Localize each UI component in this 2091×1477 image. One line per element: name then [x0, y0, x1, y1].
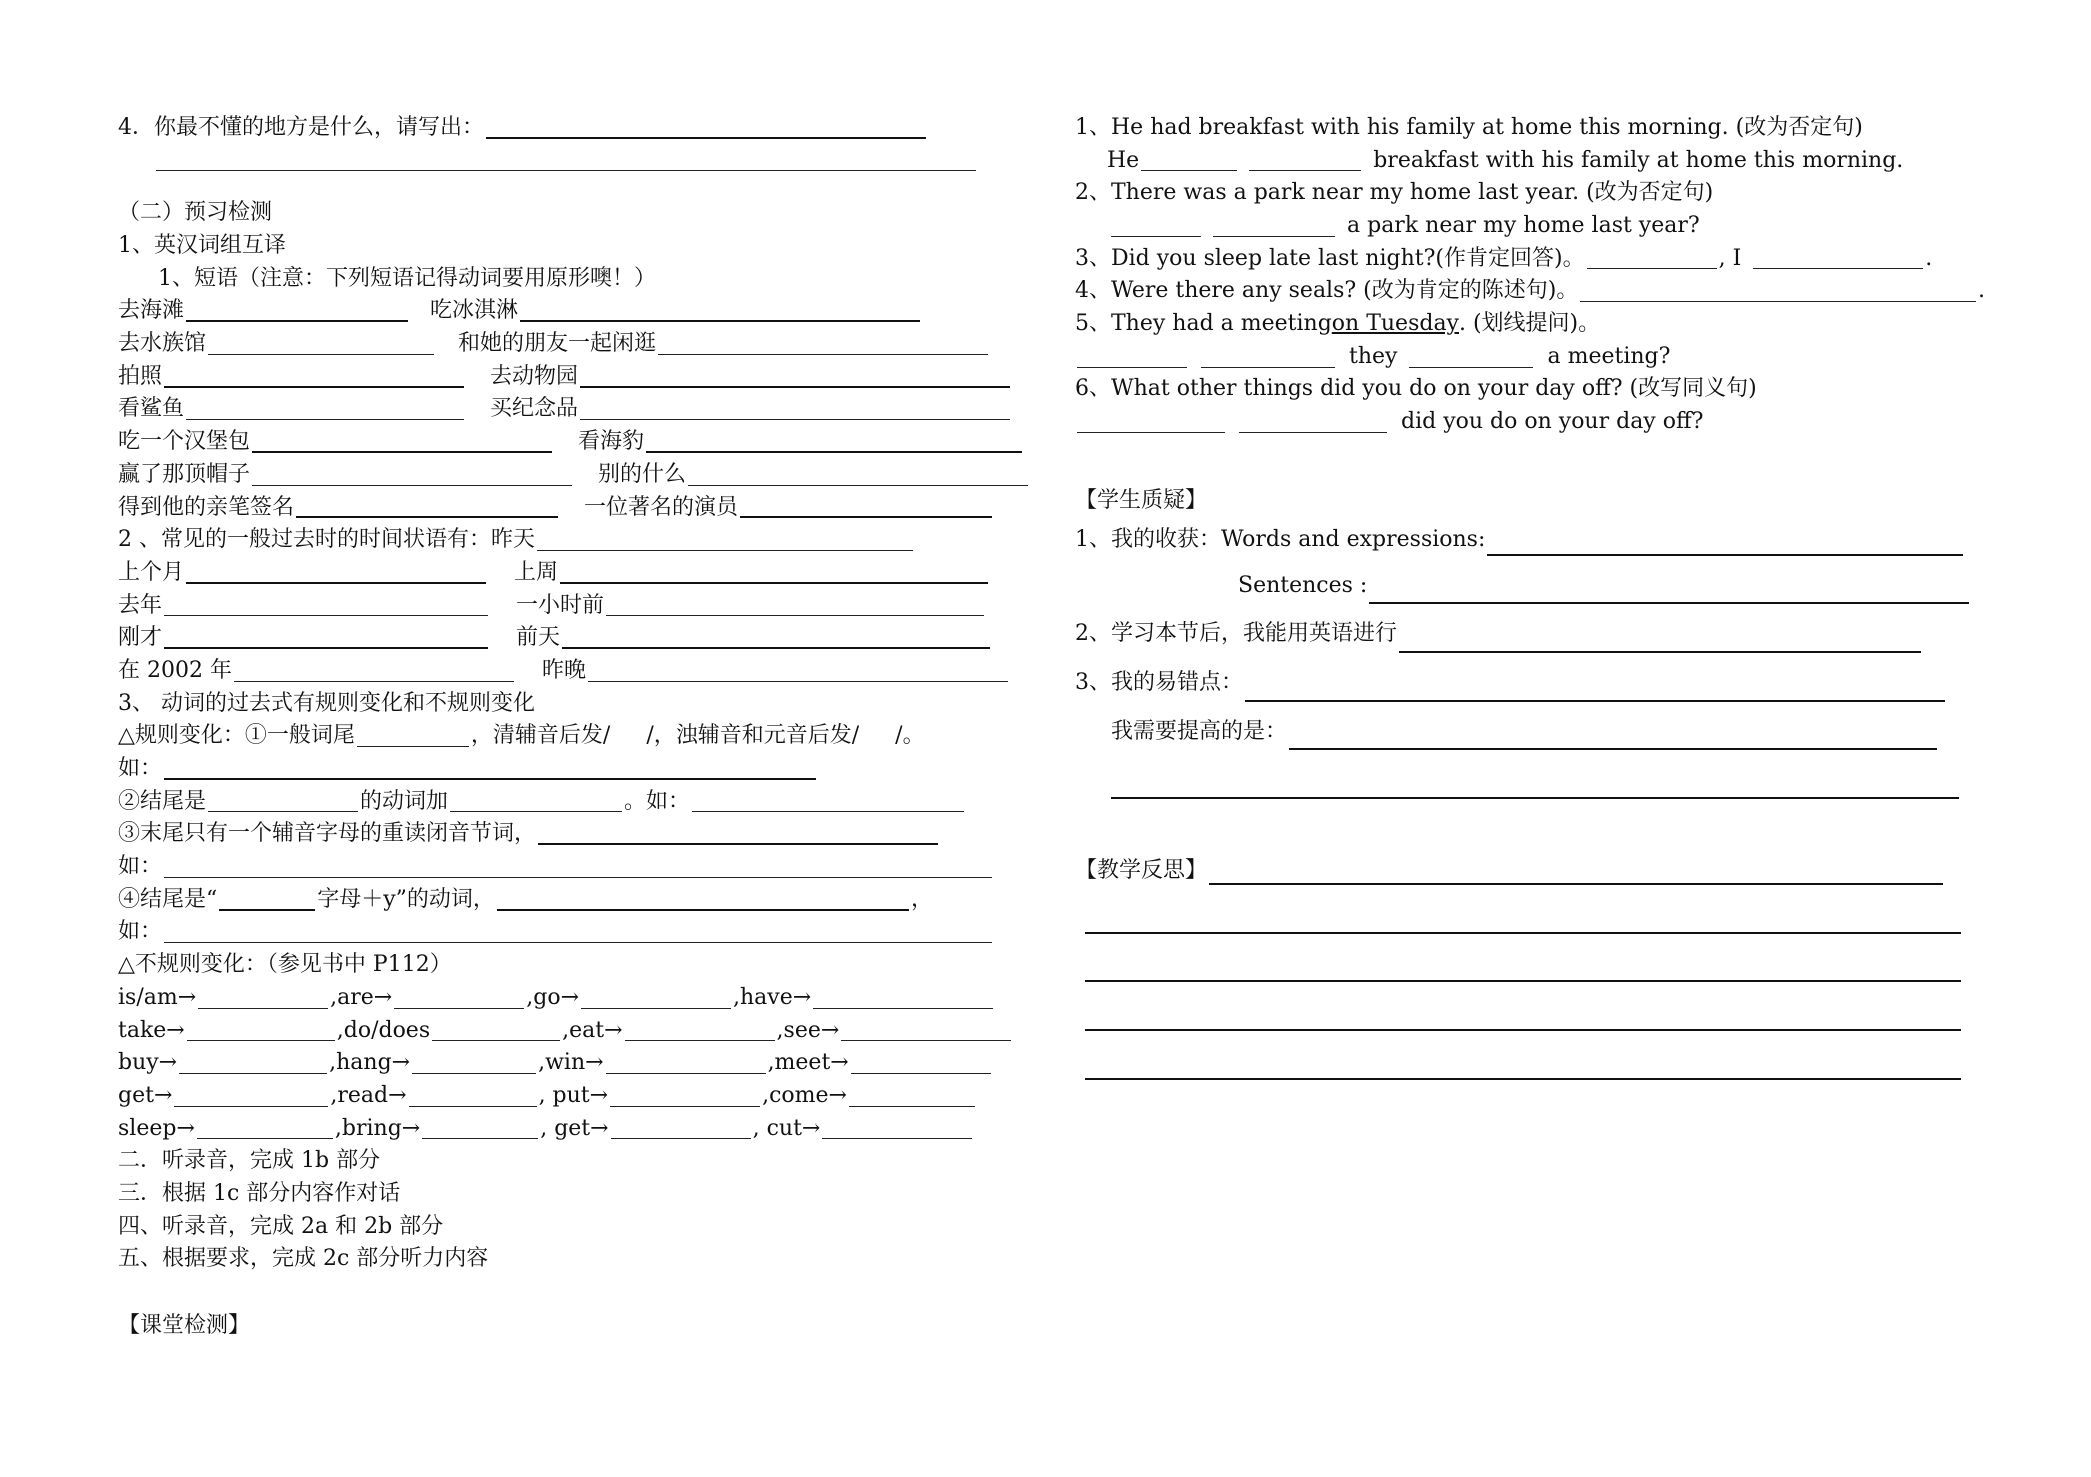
rule-4-example: 如：	[118, 917, 1038, 950]
phrase-blank[interactable]	[740, 494, 992, 518]
answer-blank[interactable]	[1249, 148, 1361, 171]
verb-blank[interactable]	[187, 1018, 335, 1041]
reflection-blank[interactable]	[1085, 958, 1961, 982]
time-row: 刚才 前天	[118, 622, 1038, 655]
answer-blank[interactable]	[1580, 279, 1976, 302]
task-2: 二．听录音，完成 1b 部分	[118, 1148, 381, 1174]
answer-blank[interactable]	[156, 148, 976, 171]
rule-blank[interactable]	[219, 887, 315, 911]
example-blank[interactable]	[164, 855, 992, 878]
verb-blank[interactable]	[849, 1084, 975, 1107]
verb-blank[interactable]	[179, 1051, 327, 1074]
example-blank[interactable]	[164, 756, 816, 780]
answer-blank[interactable]	[1587, 246, 1717, 269]
verb-blank[interactable]	[412, 1051, 536, 1074]
answer-blank[interactable]	[486, 115, 926, 139]
verb-blank[interactable]	[822, 1116, 972, 1139]
verb-row: take→ ,do/does ,eat→ ,see→	[118, 1015, 1038, 1048]
phrase-blank[interactable]	[658, 332, 988, 355]
time-blank[interactable]	[164, 593, 488, 616]
verb-blank[interactable]	[841, 1018, 1011, 1041]
rule-blank[interactable]	[538, 821, 938, 845]
phrase-blank[interactable]	[186, 397, 464, 420]
learned: 2、学习本节后，我能用英语进行	[1075, 610, 1985, 659]
time-blank[interactable]	[606, 593, 984, 616]
teaching-reflection: 【教学反思】	[1075, 851, 1985, 891]
verb-blank[interactable]	[198, 986, 328, 1009]
verb-blank[interactable]	[610, 1084, 760, 1107]
sentence-4: 4、Were there any seals? (改为肯定的陈述句)。 .	[1075, 278, 1985, 304]
verb-blank[interactable]	[851, 1051, 991, 1074]
improve-blank[interactable]	[1289, 726, 1937, 750]
rule-1-example: 如：	[118, 753, 1038, 786]
task-5: 五、根据要求，完成 2c 部分听力内容	[118, 1246, 489, 1272]
sentence-1: 1、He had breakfast with his family at home this morning. (改为否定句)	[1075, 114, 1863, 140]
phrase-blank[interactable]	[646, 429, 1022, 453]
time-blank[interactable]	[562, 625, 990, 649]
answer-blank[interactable]	[1753, 246, 1923, 269]
student-questions-heading: 【学生质疑】	[1075, 487, 1208, 513]
words-blank[interactable]	[1487, 532, 1963, 556]
rule-1: △规则变化：①一般词尾 ，清辅音后发/ /，浊辅音和元音后发/ /。	[118, 723, 925, 749]
sentence-6-answer: did you do on your day off?	[1075, 406, 1985, 439]
answer-blank[interactable]	[1141, 148, 1237, 171]
reflection-line	[1075, 1037, 1985, 1086]
gain-words: 1、我的收获：Words and expressions:	[1075, 518, 1985, 562]
time-blank[interactable]	[588, 659, 1008, 682]
reflection-line	[1075, 988, 1985, 1037]
time-blank[interactable]	[186, 560, 486, 584]
answer-blank[interactable]	[1213, 214, 1335, 237]
verb-blank[interactable]	[174, 1084, 328, 1107]
improve-blank[interactable]	[1111, 775, 1959, 799]
verb-blank[interactable]	[409, 1084, 537, 1107]
verb-blank[interactable]	[625, 1018, 775, 1041]
phrase-row: 去水族馆 和她的朋友一起闲逛	[118, 328, 1038, 361]
verb-row: sleep→ ,bring→ , get→ , cut→	[118, 1113, 1038, 1146]
question-4: 4．你最不懂的地方是什么，请写出：	[118, 112, 1038, 145]
answer-blank[interactable]	[1111, 214, 1201, 237]
sentence-5-answer: they a meeting?	[1075, 341, 1985, 374]
time-blank[interactable]	[560, 560, 988, 584]
rule-3: ③末尾只有一个辅音字母的重读闭音节词，	[118, 818, 1038, 851]
answer-blank[interactable]	[1077, 410, 1225, 433]
phrase-row: 赢了那顶帽子 别的什么	[118, 459, 1038, 492]
rule-blank[interactable]	[450, 789, 622, 812]
gain-sentences: Sentences :	[1075, 562, 1985, 611]
verb-blank[interactable]	[606, 1051, 766, 1074]
phrase-row: 拍照 去动物园	[118, 361, 1038, 394]
time-blank[interactable]	[234, 659, 514, 682]
phrase-row: 去海滩 吃冰淇淋	[118, 295, 1038, 328]
phrase-blank[interactable]	[164, 364, 464, 388]
sentence-5: 5、They had a meeting on Tuesday . (划线提问)。	[1075, 311, 1601, 337]
reflection-line	[1075, 940, 1985, 989]
answer-blank[interactable]	[1077, 345, 1187, 368]
item-3: 3、 动词的过去式有规则变化和不规则变化	[118, 690, 535, 716]
left-column	[118, 112, 1038, 1343]
sentence-3: 3、Did you sleep late last night?(作肯定回答)。 , I .	[1075, 245, 1933, 271]
item-1-1: 1、短语（注意：下列短语记得动词要用原形噢！）	[158, 265, 656, 291]
rule-4: ④结尾是“ 字母＋y”的动词， ，	[118, 886, 933, 912]
reflection-blank[interactable]	[1085, 1056, 1961, 1080]
rule-blank[interactable]	[357, 724, 469, 747]
reflection-line	[1075, 891, 1985, 940]
phrase-blank[interactable]	[252, 463, 572, 486]
reflection-blank[interactable]	[1209, 861, 1943, 885]
right-column	[1075, 112, 1985, 1086]
verb-blank[interactable]	[611, 1116, 751, 1139]
verb-blank[interactable]	[394, 986, 524, 1009]
reflection-blank[interactable]	[1085, 1007, 1961, 1031]
phrase-blank[interactable]	[580, 397, 1010, 420]
reflection-blank[interactable]	[1085, 910, 1961, 934]
verb-row: buy→ ,hang→ ,win→ ,meet→	[118, 1047, 1038, 1080]
rule-blank[interactable]	[497, 887, 909, 911]
time-row: 去年 一小时前	[118, 590, 1038, 623]
irregular-title: △不规则变化：（参见书中 P112）	[118, 952, 452, 978]
rule-3-example: 如：	[118, 851, 1038, 884]
phrase-blank[interactable]	[252, 429, 552, 453]
improve: 我需要提高的是：	[1075, 708, 1985, 757]
item-1: 1、英汉词组互译	[118, 233, 286, 259]
example-blank[interactable]	[692, 789, 964, 812]
answer-blank[interactable]	[1409, 345, 1533, 368]
verb-blank[interactable]	[432, 1018, 560, 1041]
sentence-1-answer: He breakfast with his family at home this morning.	[1107, 147, 1904, 173]
question-4-line2	[118, 145, 1038, 178]
section-title: （二）预习检测	[118, 200, 273, 226]
time-row: 在 2002 年 昨晚	[118, 655, 1038, 688]
answer-blank[interactable]	[1239, 410, 1387, 433]
time-blank[interactable]	[537, 528, 913, 551]
rule-2: ②结尾是 的动词加 。如：	[118, 786, 1038, 819]
verb-row: get→ ,read→ , put→ ,come→	[118, 1080, 1038, 1113]
time-row: 上个月 上周	[118, 557, 1038, 590]
verb-blank[interactable]	[197, 1116, 333, 1139]
task-4: 四、听录音，完成 2a 和 2b 部分	[118, 1213, 444, 1239]
sentence-2: 2、There was a park near my home last year. (改为否定句)	[1075, 180, 1714, 206]
verb-row: is/am→ ,are→ ,go→ ,have→	[118, 982, 1038, 1015]
verb-blank[interactable]	[581, 986, 731, 1009]
improve-line2	[1075, 756, 1985, 805]
item-2: 2 、常见的一般过去时的时间状语有：昨天	[118, 524, 1038, 557]
answer-blank[interactable]	[1201, 345, 1335, 368]
verb-blank[interactable]	[813, 986, 993, 1009]
learned-blank[interactable]	[1399, 629, 1921, 653]
phrase-row: 吃一个汉堡包 看海豹	[118, 426, 1038, 459]
phrase-blank[interactable]	[520, 298, 920, 322]
sentence-6: 6、What other things did you do on your day off? (改写同义句)	[1075, 376, 1757, 402]
example-blank[interactable]	[164, 920, 992, 943]
sentences-blank[interactable]	[1369, 580, 1969, 604]
mistakes-blank[interactable]	[1245, 678, 1945, 702]
phrase-blank[interactable]	[688, 463, 1028, 486]
verb-blank[interactable]	[422, 1116, 538, 1139]
sentence-2-answer: a park near my home last year?	[1075, 210, 1985, 243]
mistakes: 3、我的易错点：	[1075, 659, 1985, 708]
classroom-test-heading: 【课堂检测】	[118, 1313, 251, 1339]
rule-blank[interactable]	[208, 789, 358, 812]
phrase-blank[interactable]	[208, 332, 434, 355]
phrase-blank[interactable]	[186, 298, 408, 322]
phrase-row: 得到他的亲笔签名 一位著名的演员	[118, 492, 1038, 525]
phrase-blank[interactable]	[580, 364, 1010, 388]
phrase-blank[interactable]	[296, 494, 558, 518]
task-3: 三．根据 1c 部分内容作对话	[118, 1180, 401, 1206]
time-blank[interactable]	[164, 625, 488, 649]
phrase-row: 看鲨鱼 买纪念品	[118, 394, 1038, 427]
